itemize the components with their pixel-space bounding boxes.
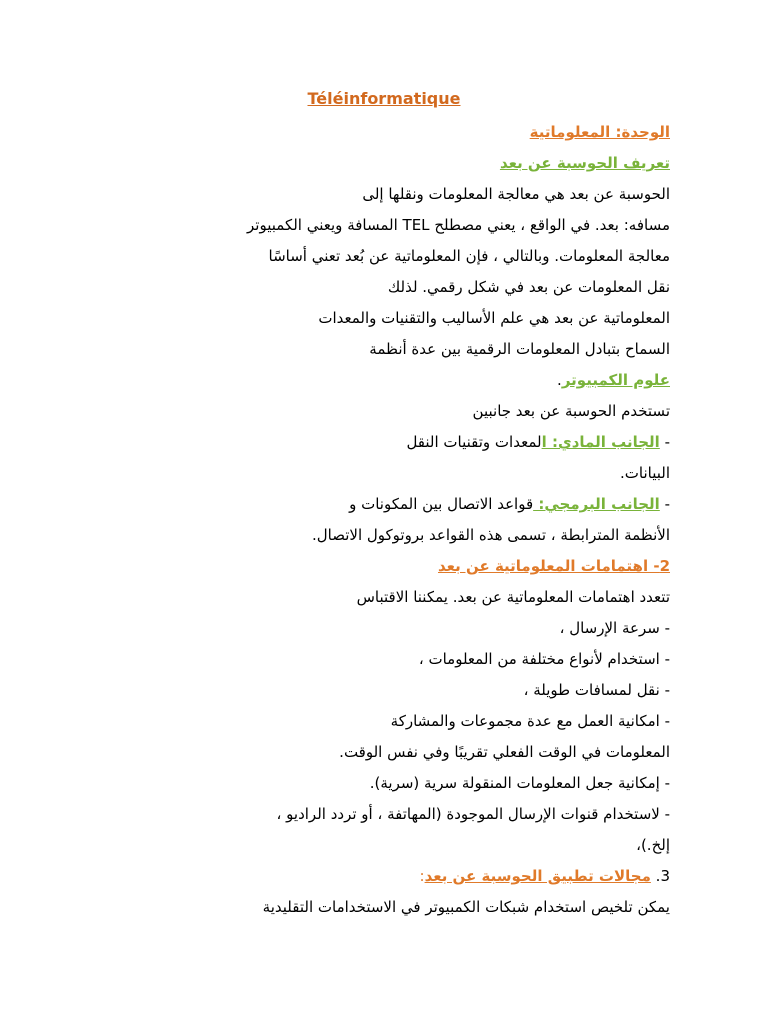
- paragraph-line: البيانات.: [620, 464, 670, 482]
- paragraph-line: يمكن تلخيص استخدام شبكات الكمبيوتر في الاستخدامات التقليدية: [262, 898, 670, 916]
- definition-heading: [60, 153, 670, 173]
- computer-science-heading-text: علوم الكمبيوتر: [561, 371, 670, 389]
- paragraph-line: تتعدد اهتمامات المعلوماتية عن بعد. يمكننا الاقتباس: [356, 588, 670, 606]
- unit-heading-text: الوحدة: المعلوماتية: [529, 123, 670, 141]
- list-item: - لاستخدام قنوات الإرسال الموجودة (المهاتفة ، أو تردد الراديو ،: [276, 805, 670, 823]
- definition-heading-text: تعريف الحوسبة عن بعد: [499, 154, 670, 172]
- software-aspect-label: الجانب البرمجي:: [533, 495, 660, 513]
- paragraph-line: السماح بتبادل المعلومات الرقمية بين عدة أنظمة: [369, 340, 670, 358]
- section-3-heading-text: مجالات تطبيق الحوسبة عن بعد: [424, 867, 651, 885]
- list-item: - امكانية العمل مع عدة مجموعات والمشاركة: [390, 712, 670, 730]
- hardware-aspect-text: لمعدات وتقنيات النقل: [406, 433, 542, 451]
- list-dash: -: [659, 495, 670, 513]
- paragraph-line: إلخ.)،: [636, 836, 670, 854]
- paragraph-line: نقل المعلومات عن بعد في شكل رقمي. لذلك: [387, 278, 670, 296]
- computer-science-heading: [60, 370, 670, 390]
- section-2-heading-text: 2- اهتمامات المعلوماتية عن بعد: [437, 557, 670, 575]
- section-3-number: 3.: [650, 867, 670, 885]
- heading-period: .: [557, 371, 562, 389]
- section-2-heading: [60, 556, 670, 576]
- hardware-aspect-item: [60, 432, 670, 452]
- hardware-aspect-label: الجانب المادي: ا: [541, 433, 660, 451]
- paragraph-line: معالجة المعلومات. وبالتالي ، فإن المعلوماتية عن بُعد تعني أساسًا: [268, 247, 670, 265]
- paragraph-line: الحوسبة عن بعد هي معالجة المعلومات ونقلها إلى: [362, 185, 670, 203]
- list-dash: -: [659, 433, 670, 451]
- paragraph-line: الأنظمة المترابطة ، تسمى هذه القواعد بروتوكول الاتصال.: [311, 526, 670, 544]
- list-item: - نقل لمسافات طويلة ،: [523, 681, 670, 699]
- section-3-heading: [60, 866, 670, 886]
- list-item: - سرعة الإرسال ،: [559, 619, 670, 637]
- software-aspect-item: [60, 494, 670, 514]
- list-item: - استخدام لأنواع مختلفة من المعلومات ،: [418, 650, 670, 668]
- list-item: - إمكانية جعل المعلومات المنقولة سرية (سرية).: [369, 774, 670, 792]
- paragraph-line: المعلوماتية عن بعد هي علم الأساليب والتقنيات والمعدات: [318, 309, 670, 327]
- document-title: Téléinformatique: [307, 89, 461, 108]
- paragraph-line: مسافه: بعد. في الواقع ، يعني مصطلح TEL المسافة ويعني الكمبيوتر: [247, 216, 670, 234]
- paragraph-line: المعلومات في الوقت الفعلي تقريبًا وفي نفس الوقت.: [339, 743, 670, 761]
- unit-heading: [60, 122, 670, 142]
- section-3-colon: :: [419, 867, 425, 885]
- software-aspect-text: قواعد الاتصال بين المكونات و: [349, 495, 534, 513]
- paragraph-line: تستخدم الحوسبة عن بعد جانبين: [472, 402, 670, 420]
